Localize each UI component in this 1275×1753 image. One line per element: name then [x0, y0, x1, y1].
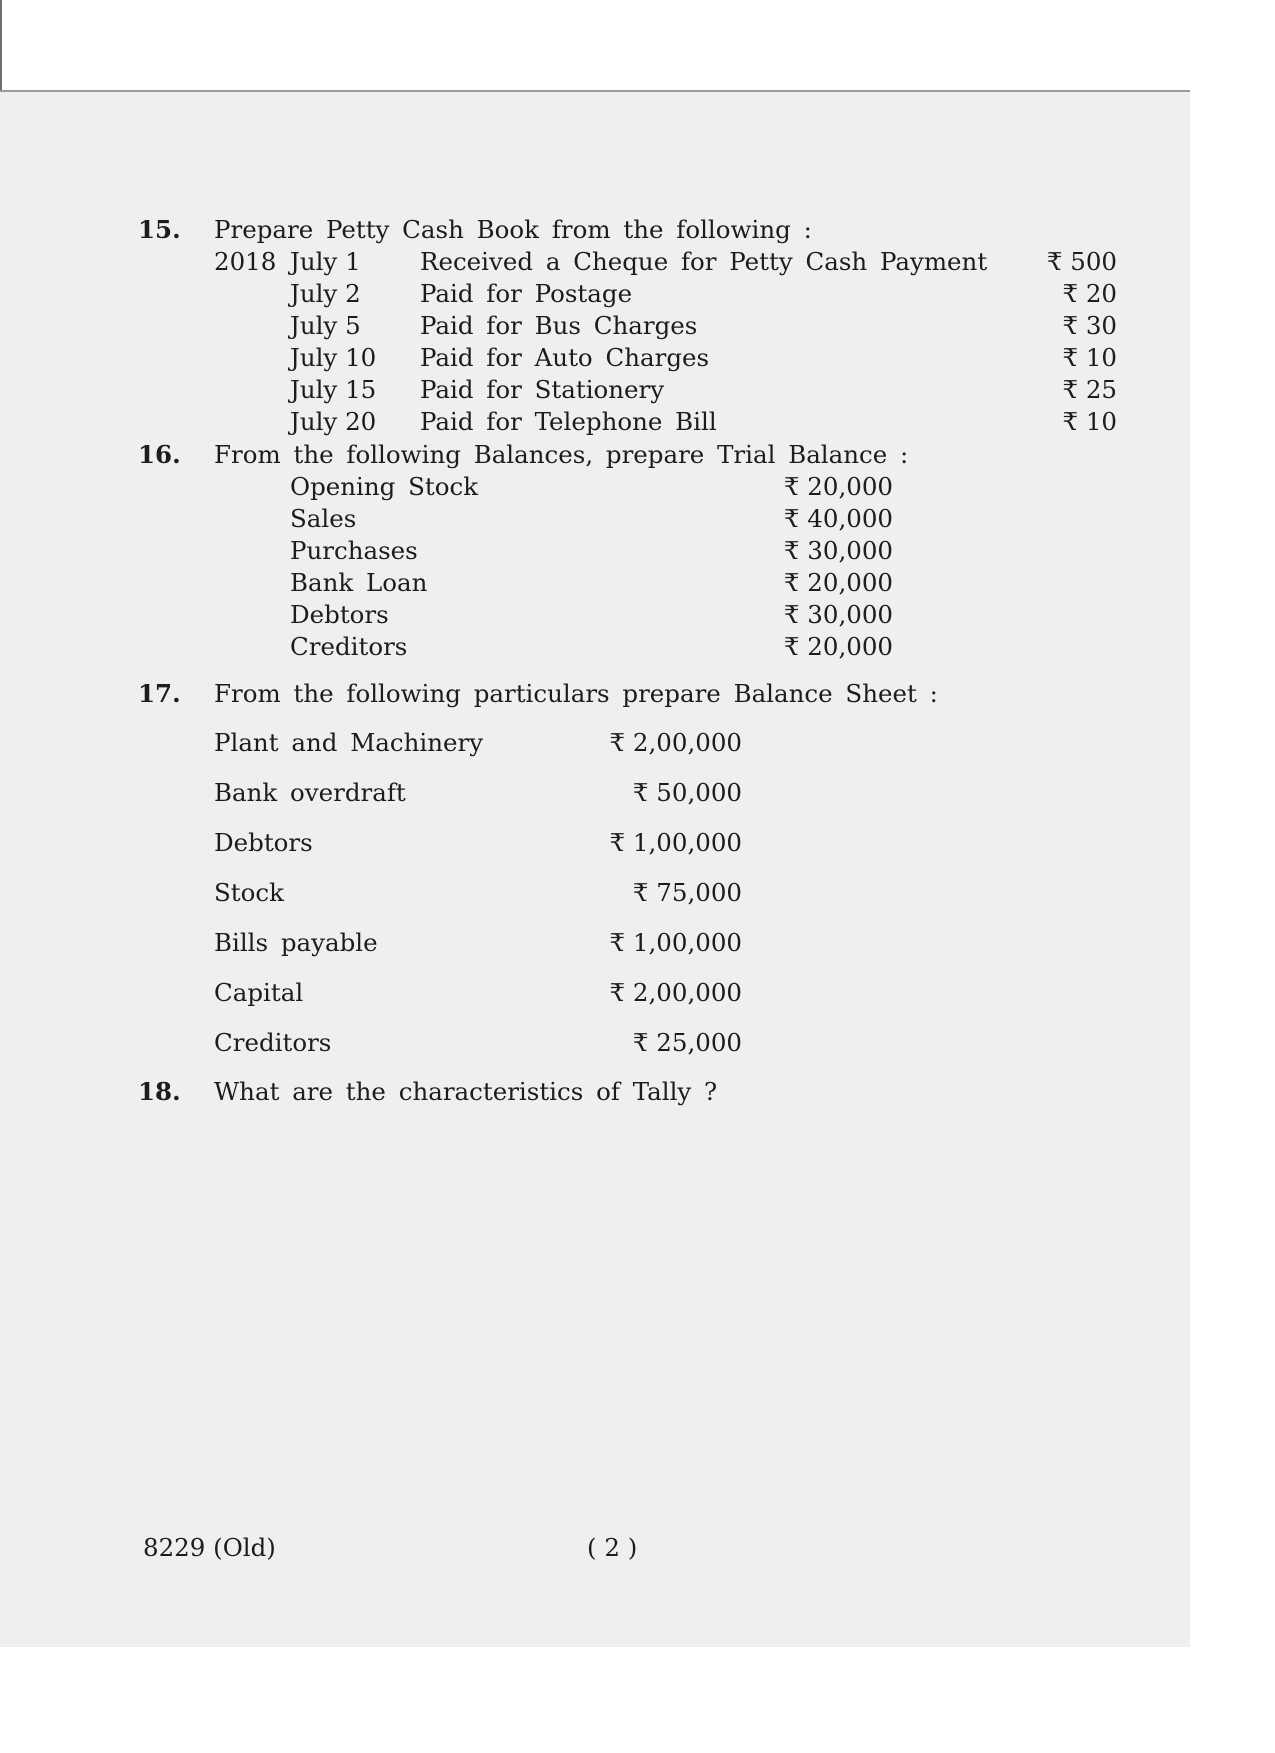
q15-date: July 10	[290, 343, 377, 372]
q17-amount: ₹ 1,00,000	[609, 928, 742, 957]
q18-text: What are the characteristics of Tally ?	[214, 1077, 718, 1106]
q16-amount: ₹ 20,000	[783, 632, 893, 661]
q16-amount: ₹ 20,000	[783, 472, 893, 501]
q16-amount: ₹ 30,000	[783, 536, 893, 565]
q16-item: Sales	[290, 504, 357, 533]
q15-amount: ₹ 20	[1062, 279, 1117, 308]
q17-item: Bills payable	[214, 928, 378, 957]
q15-desc: Paid for Telephone Bill	[420, 407, 717, 436]
q15-desc: Paid for Bus Charges	[420, 311, 698, 340]
q16-item: Opening Stock	[290, 472, 479, 501]
q17-item: Bank overdraft	[214, 778, 406, 807]
q16-text: From the following Balances, prepare Trial Balance :	[214, 440, 909, 469]
q15-amount: ₹ 500	[1046, 247, 1117, 276]
q15-date: July 20	[290, 407, 377, 436]
q16-number: 16.	[138, 440, 181, 469]
q16-item: Purchases	[290, 536, 418, 565]
q17-item: Debtors	[214, 828, 313, 857]
q16-amount: ₹ 40,000	[783, 504, 893, 533]
q17-amount: ₹ 2,00,000	[609, 978, 742, 1007]
q15-desc: Received a Cheque for Petty Cash Payment	[420, 247, 988, 276]
q15-date: July 15	[290, 375, 377, 404]
page-number: ( 2 )	[587, 1533, 638, 1562]
q17-amount: ₹ 25,000	[632, 1028, 742, 1057]
q17-number: 17.	[138, 679, 181, 708]
q15-amount: ₹ 25	[1062, 375, 1117, 404]
paper-code: 8229 (Old)	[143, 1533, 276, 1562]
q15-number: 15.	[138, 215, 181, 244]
q17-item: Creditors	[214, 1028, 332, 1057]
q15-amount: ₹ 10	[1062, 343, 1117, 372]
q15-date: July 2	[290, 279, 361, 308]
q17-item: Capital	[214, 978, 304, 1007]
scan-edge	[0, 0, 2, 90]
q15-text: Prepare Petty Cash Book from the following :	[214, 215, 812, 244]
q15-desc: Paid for Auto Charges	[420, 343, 710, 372]
q17-amount: ₹ 1,00,000	[609, 828, 742, 857]
q15-date: July 1	[290, 247, 361, 276]
q15-amount: ₹ 30	[1062, 311, 1117, 340]
q15-year: 2018	[214, 247, 277, 276]
q15-desc: Paid for Stationery	[420, 375, 665, 404]
q17-item: Stock	[214, 878, 284, 907]
q16-item: Bank Loan	[290, 568, 428, 597]
q17-amount: ₹ 50,000	[632, 778, 742, 807]
q18-number: 18.	[138, 1077, 181, 1106]
q17-amount: ₹ 75,000	[632, 878, 742, 907]
q16-amount: ₹ 30,000	[783, 600, 893, 629]
q17-text: From the following particulars prepare Balance Sheet :	[214, 679, 938, 708]
q16-item: Debtors	[290, 600, 389, 629]
q17-amount: ₹ 2,00,000	[609, 728, 742, 757]
q15-date: July 5	[290, 311, 361, 340]
q15-amount: ₹ 10	[1062, 407, 1117, 436]
q16-amount: ₹ 20,000	[783, 568, 893, 597]
q15-desc: Paid for Postage	[420, 279, 633, 308]
q16-item: Creditors	[290, 632, 408, 661]
q17-item: Plant and Machinery	[214, 728, 484, 757]
